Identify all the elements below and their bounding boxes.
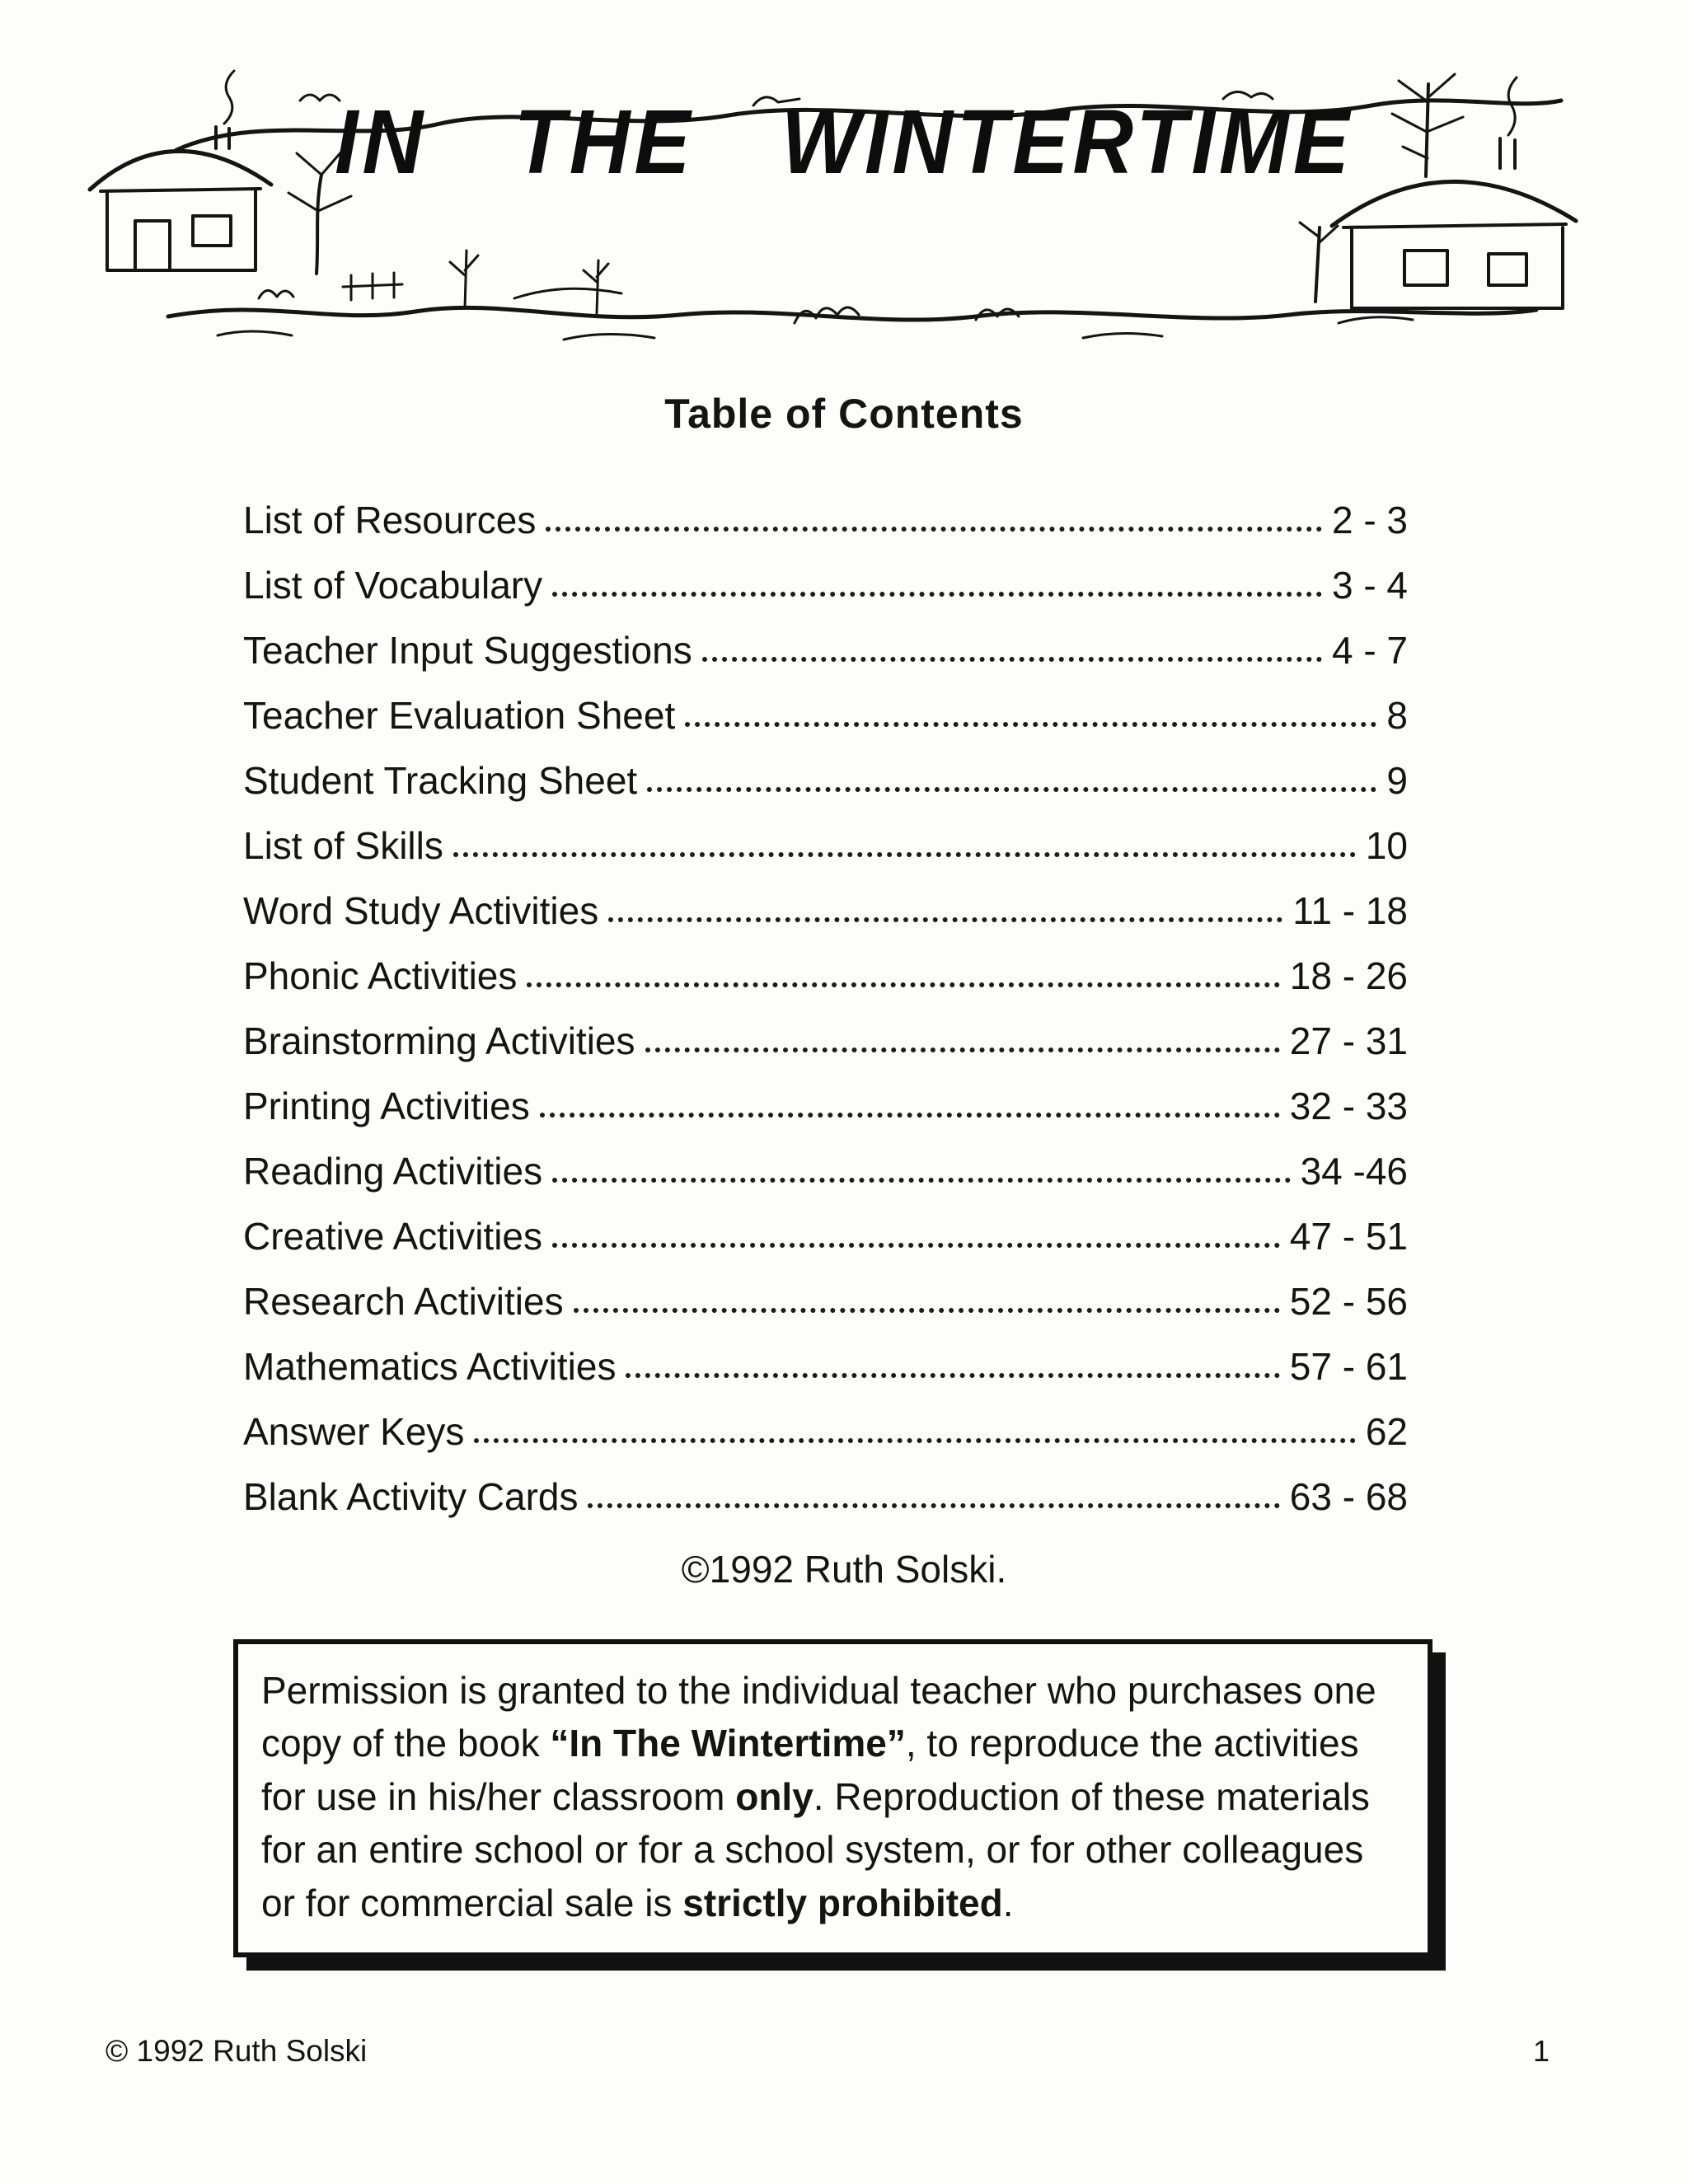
toc-leader-dots <box>608 917 1282 922</box>
toc-entry-pages: 11 - 18 <box>1292 889 1408 932</box>
toc-leader-dots <box>552 592 1322 597</box>
toc-row <box>243 738 1408 803</box>
toc-row <box>243 998 1408 1063</box>
toc-entry-label: Creative Activities <box>243 1215 543 1258</box>
toc-entry-pages: 52 - 56 <box>1289 1280 1408 1323</box>
toc-entry-label: Word Study Activities <box>243 889 599 932</box>
toc-row <box>243 607 1408 673</box>
toc-leader-dots <box>588 1503 1279 1508</box>
toc-entry-pages: 3 - 4 <box>1331 564 1408 607</box>
header-banner <box>48 51 1640 368</box>
toc-entry-pages: 8 <box>1386 694 1408 737</box>
permission-bold-text: strictly prohibited <box>682 1881 1003 1924</box>
page-number: 1 <box>1532 2034 1550 2068</box>
toc-leader-dots <box>685 722 1376 727</box>
permission-text <box>261 1669 1376 1924</box>
toc-entry-pages: 57 - 61 <box>1289 1345 1408 1388</box>
toc-leader-dots <box>527 982 1279 987</box>
toc-leader-dots <box>702 657 1322 662</box>
toc-leader-dots <box>626 1373 1279 1378</box>
permission-text-segment: , to reproduce the activities for use in his/her classroom <box>261 1722 1359 1818</box>
permission-text-segment: . <box>1002 1881 1014 1924</box>
toc-row <box>243 1063 1408 1128</box>
toc-entry-label: Teacher Input Suggestions <box>243 629 692 672</box>
toc-row <box>243 1128 1408 1193</box>
permission-bold-text: “In The Wintertime” <box>550 1722 906 1765</box>
toc-leader-dots <box>647 787 1376 792</box>
book-title: IN THE WINTERTIME <box>335 91 1353 193</box>
toc-entry-pages: 4 - 7 <box>1331 629 1408 672</box>
footer-copyright: © 1992 Ruth Solski <box>106 2034 368 2068</box>
toc-entry-pages: 2 - 3 <box>1331 499 1408 541</box>
toc-row <box>243 542 1408 607</box>
toc-row <box>243 868 1408 933</box>
toc-entry-pages: 63 - 68 <box>1289 1475 1408 1518</box>
toc-entry-label: Research Activities <box>243 1280 564 1323</box>
toc-entry-label: Student Tracking Sheet <box>243 759 638 802</box>
permission-text-segment: . Reproduction of these materials for an entire school or for a school system, or for other colleagues or for commercial sale is <box>261 1774 1370 1924</box>
toc-entry-pages: 27 - 31 <box>1289 1019 1408 1062</box>
toc-entry-label: List of Vocabulary <box>243 564 543 607</box>
toc-entry-label: List of Skills <box>243 824 443 867</box>
toc-leader-dots <box>552 1178 1290 1183</box>
permission-text-segment: Permission is granted to the individual teacher who purchases one copy of the book <box>261 1669 1376 1765</box>
toc-leader-dots <box>474 1438 1355 1443</box>
toc-row <box>243 673 1408 738</box>
toc-entry-label: Blank Activity Cards <box>243 1475 579 1518</box>
toc-leader-dots <box>574 1308 1280 1313</box>
permission-bold-text: only <box>735 1774 814 1818</box>
toc-heading: Table of Contents <box>664 391 1024 437</box>
toc-entry-pages: 10 <box>1365 824 1408 867</box>
permission-notice-box <box>233 1639 1432 1957</box>
toc-entry-label: Phonic Activities <box>243 954 518 997</box>
toc-entry-label: Teacher Evaluation Sheet <box>243 694 676 737</box>
toc-row <box>243 933 1408 998</box>
toc-leader-dots <box>546 527 1322 532</box>
toc-row <box>243 1324 1408 1389</box>
toc-entry-pages: 62 <box>1365 1410 1408 1453</box>
page-footer <box>106 2034 1550 2069</box>
toc-row <box>243 1389 1408 1454</box>
toc-leader-dots <box>645 1047 1280 1052</box>
toc-row <box>243 1193 1408 1258</box>
toc-entry-label: Answer Keys <box>243 1410 465 1453</box>
center-copyright: ©1992 Ruth Solski. <box>681 1548 1007 1591</box>
toc-leader-dots <box>540 1113 1280 1118</box>
toc-entry-label: List of Resources <box>243 499 537 541</box>
toc-row <box>243 1258 1408 1324</box>
toc-entry-label: Reading Activities <box>243 1150 543 1193</box>
toc-row <box>243 1454 1408 1519</box>
toc-entry-pages: 47 - 51 <box>1289 1215 1408 1258</box>
toc-entry-pages: 32 - 33 <box>1289 1085 1408 1127</box>
toc-entry-pages: 18 - 26 <box>1289 954 1408 997</box>
toc-list <box>243 477 1408 1519</box>
toc-entry-label: Brainstorming Activities <box>243 1019 635 1062</box>
toc-entry-label: Mathematics Activities <box>243 1345 617 1388</box>
toc-entry-pages: 34 -46 <box>1300 1150 1408 1193</box>
toc-entry-pages: 9 <box>1386 759 1408 802</box>
toc-leader-dots <box>453 852 1356 857</box>
toc-row <box>243 477 1408 542</box>
toc-leader-dots <box>552 1243 1280 1248</box>
toc-row <box>243 803 1408 868</box>
toc-entry-label: Printing Activities <box>243 1085 530 1127</box>
